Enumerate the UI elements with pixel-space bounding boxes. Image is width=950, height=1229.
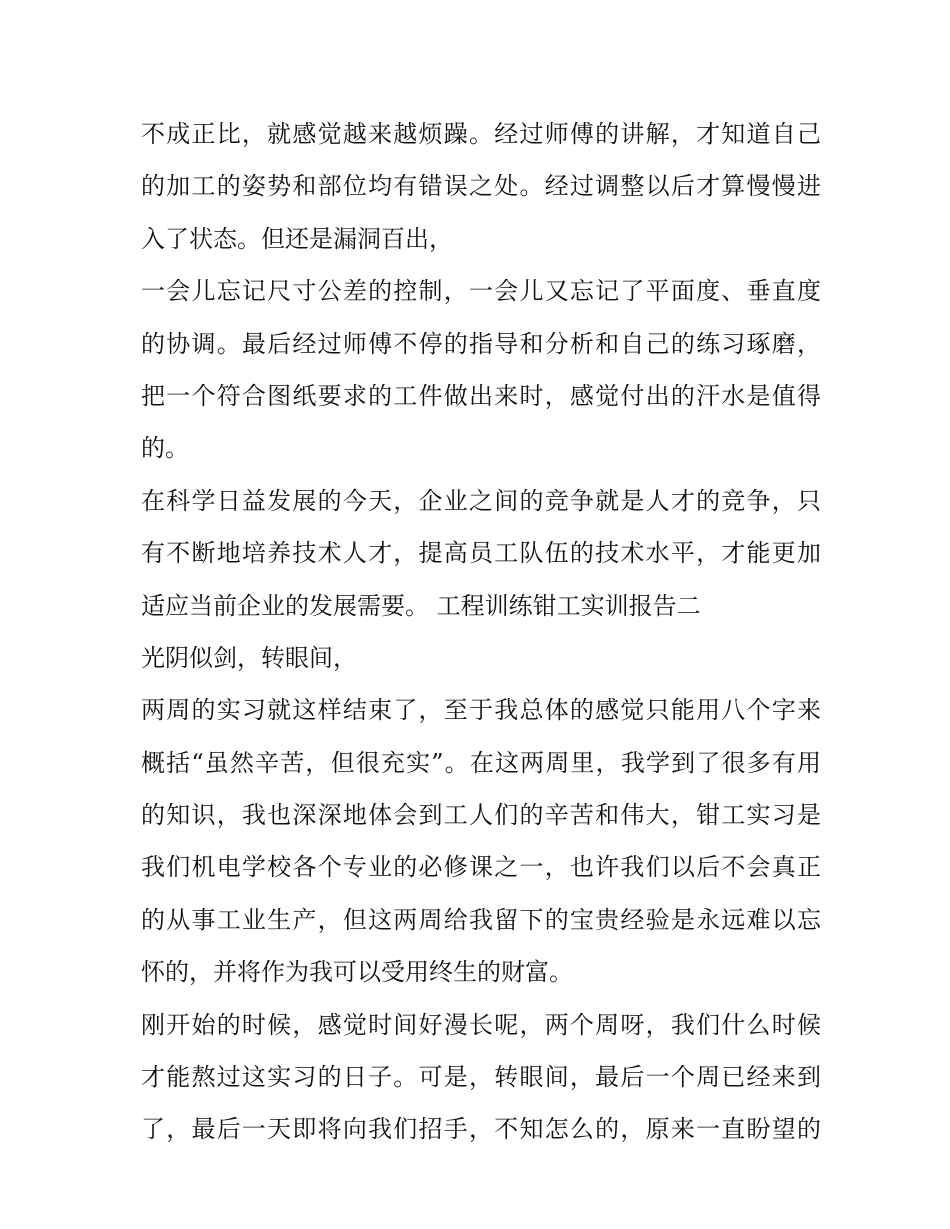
text-line: 一会儿忘记尺寸公差的控制，一会儿又忘记了平面度、垂直度 <box>141 277 821 306</box>
text-line: 概括“虽然辛苦，但很充实”。在这两周里，我学到了很多有用 <box>141 748 821 777</box>
text-line: 在科学日益发展的今天，企业之间的竞争就是人才的竞争，只 <box>141 486 821 515</box>
text-line: 入了状态。但还是漏洞百出， <box>141 224 453 253</box>
text-line: 的从事工业生产，但这两周给我留下的宝贵经验是永远难以忘 <box>141 905 821 934</box>
text-line: 光阴似剑，转眼间， <box>141 643 357 672</box>
text-line: 才能熬过这实习的日子。可是，转眼间，最后一个周已经来到 <box>141 1063 821 1092</box>
text-line: 刚开始的时候，感觉时间好漫长呢，两个周呀，我们什么时候 <box>141 1010 821 1039</box>
body-text <box>141 108 821 1156</box>
text-line: 把一个符合图纸要求的工件做出来时，感觉付出的汗水是值得 <box>141 381 821 410</box>
text-line: 不成正比，就感觉越来越烦躁。经过师傅的讲解，才知道自己 <box>141 120 821 148</box>
text-line: 适应当前企业的发展需要。 工程训练钳工实训报告二 <box>141 591 701 620</box>
text-line: 了，最后一天即将向我们招手，不知怎么的，原来一直盼望的 <box>141 1115 821 1144</box>
text-line: 两周的实习就这样结束了，至于我总体的感觉只能用八个字来 <box>141 696 821 725</box>
text-line: 有不断地培养技术人才，提高员工队伍的技术水平，才能更加 <box>141 539 821 568</box>
text-line: 的。 <box>141 434 189 463</box>
text-line: 怀的，并将作为我可以受用终生的财富。 <box>141 958 573 987</box>
text-line: 的协调。最后经过师傅不停的指导和分析和自己的练习琢磨， <box>141 329 821 358</box>
text-line: 的知识，我也深深地体会到工人们的辛苦和伟大，钳工实习是 <box>141 801 821 830</box>
text-line: 我们机电学校各个专业的必修课之一，也许我们以后不会真正 <box>141 853 821 882</box>
text-line: 的加工的姿势和部位均有错误之处。经过调整以后才算慢慢进 <box>141 172 821 201</box>
